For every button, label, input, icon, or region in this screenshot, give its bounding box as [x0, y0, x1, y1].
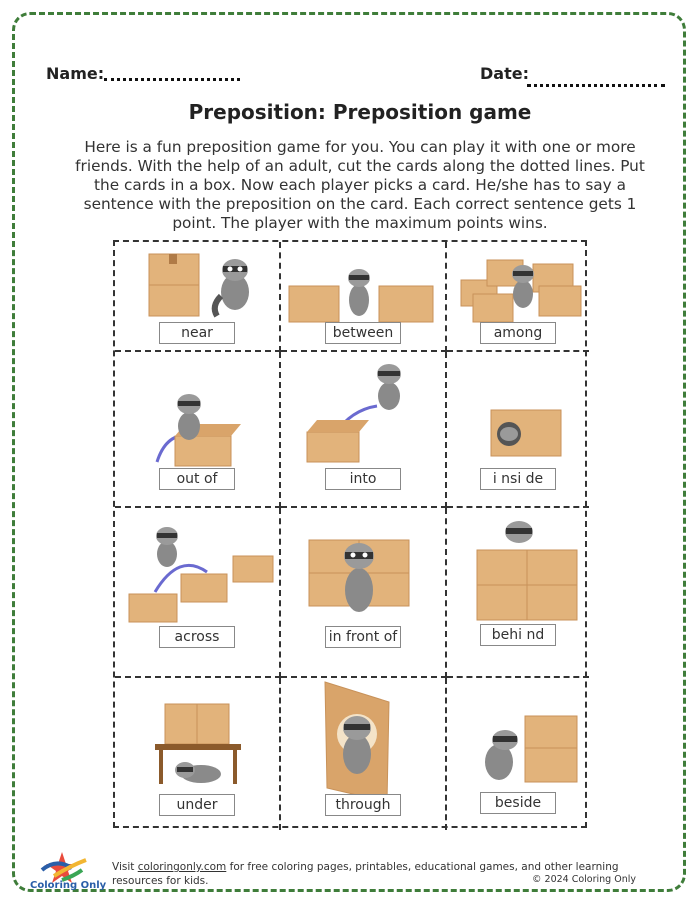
card-label: between: [325, 322, 401, 344]
card-behind[interactable]: [447, 508, 589, 678]
card-out-of[interactable]: [115, 352, 281, 508]
logo-text: Coloring Only: [30, 880, 107, 891]
card-label: behi nd: [480, 624, 556, 646]
card-beside[interactable]: [447, 678, 589, 830]
site-link[interactable]: coloringonly.com: [137, 861, 227, 873]
across-illustration: [115, 508, 279, 678]
name-label: Name:: [46, 64, 105, 83]
copyright: © 2024 Coloring Only: [532, 874, 636, 885]
card-in-front-of[interactable]: [281, 508, 447, 678]
card-between[interactable]: [281, 242, 447, 352]
footer-visit-suffix: for free coloring pages, printables, educational games, and other learning resources for kids.: [112, 861, 619, 887]
card-through[interactable]: [281, 678, 447, 830]
card-inside[interactable]: [447, 352, 589, 508]
card-near[interactable]: [115, 242, 281, 352]
card-label: beside: [480, 792, 556, 814]
card-label: into: [325, 468, 401, 490]
card-label: across: [159, 626, 235, 648]
card-label: near: [159, 322, 235, 344]
intro-paragraph: Here is a fun preposition game for you. You can play it with one or more friends. With the help of an adult, cut the cards along the dotted lines. Put the cards in a box. Now each player picks a card. He/she has to say a sentence with the preposition on the card. Each correct sentence gets 1 point. The player with the maximum points wins.: [75, 138, 645, 232]
name-field[interactable]: [104, 78, 240, 81]
footer-visit-prefix: Visit: [112, 861, 135, 873]
in-front-of-illustration: [281, 508, 445, 678]
behind-illustration: [447, 508, 589, 678]
card-into[interactable]: [281, 352, 447, 508]
date-label: Date:: [480, 64, 529, 83]
card-label: out of: [159, 468, 235, 490]
card-label: i nsi de: [480, 468, 556, 490]
card-across[interactable]: [115, 508, 281, 678]
card-label: through: [325, 794, 401, 816]
card-under[interactable]: [115, 678, 281, 830]
date-field[interactable]: [527, 84, 665, 87]
card-label: in front of: [325, 626, 401, 648]
page-title: Preposition: Preposition game: [188, 100, 532, 124]
card-grid: [113, 240, 587, 828]
card-among[interactable]: [447, 242, 589, 352]
card-label: under: [159, 794, 235, 816]
card-label: among: [480, 322, 556, 344]
